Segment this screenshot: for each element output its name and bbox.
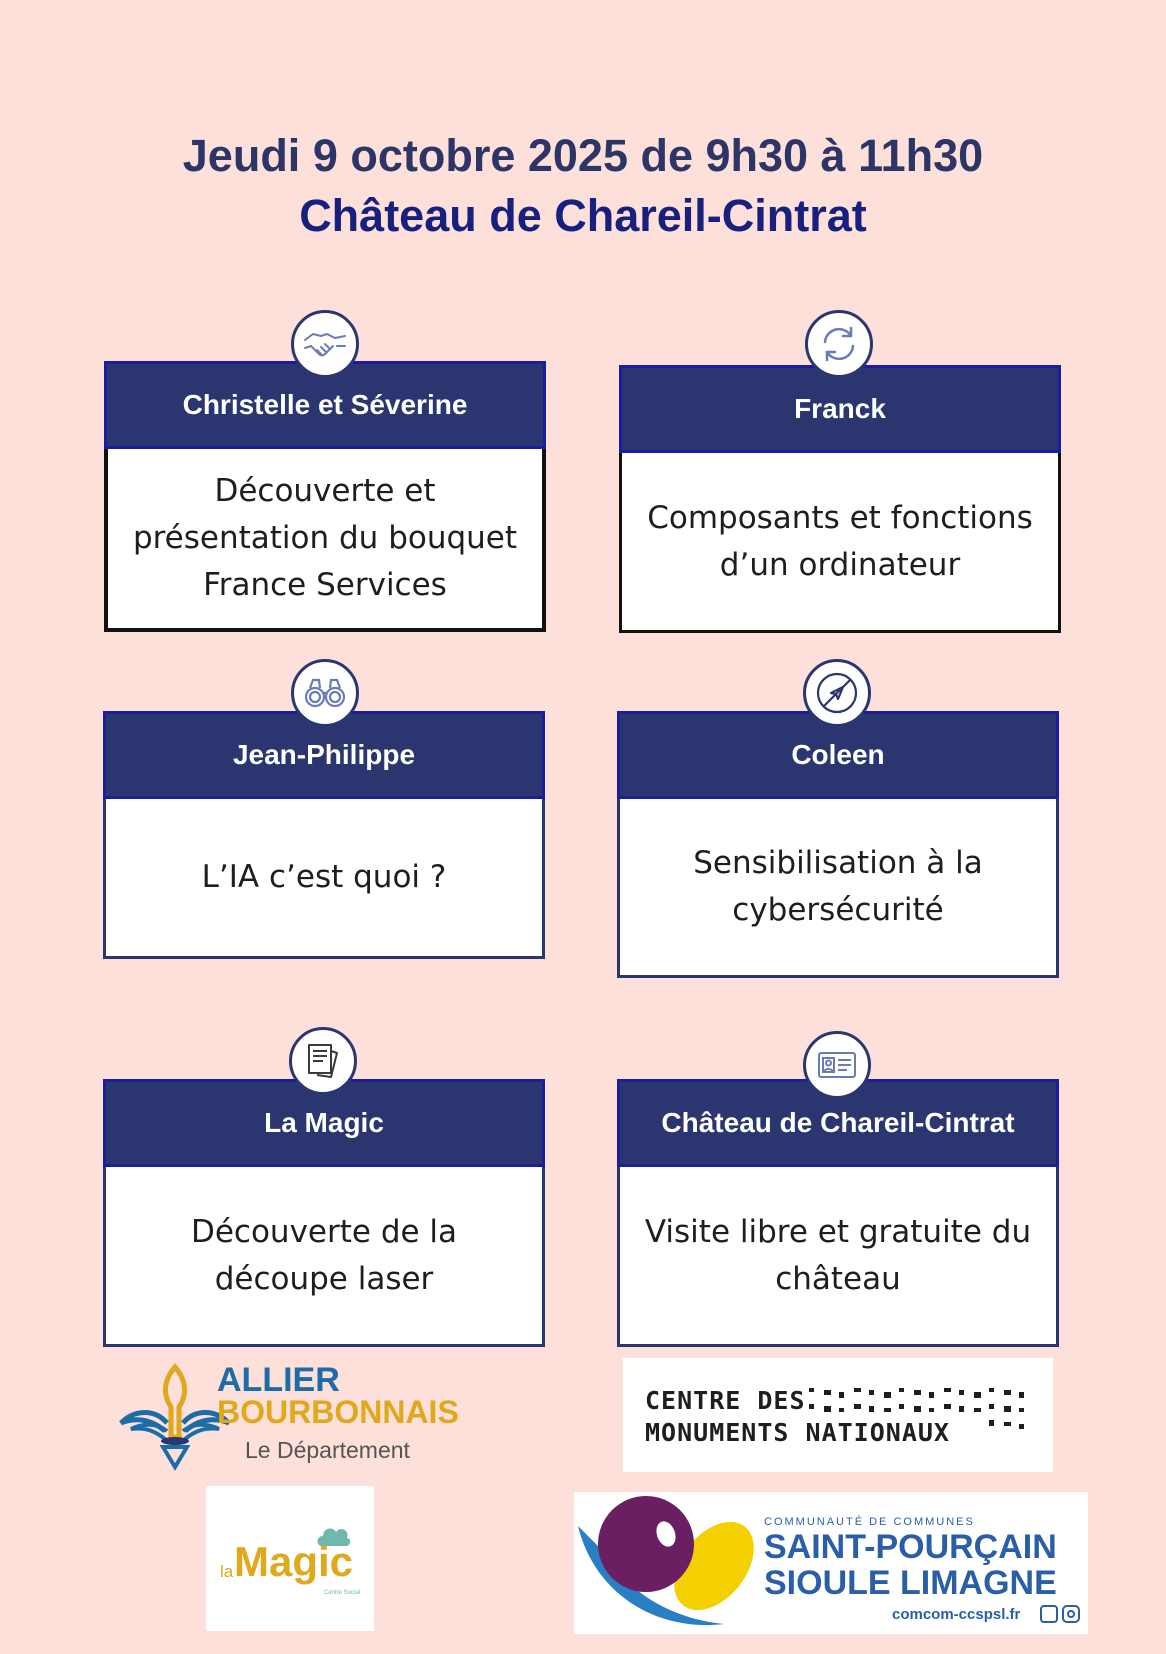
cmn-line1: CENTRE DES <box>645 1386 806 1415</box>
id-card-icon <box>803 1031 871 1099</box>
allier-bourbonnais-logo <box>115 1363 535 1473</box>
comcom-emblem-icon <box>574 1492 764 1634</box>
refresh-icon <box>805 310 873 378</box>
la-magic-prefix: la <box>220 1562 234 1581</box>
card-presenter: Franck <box>619 365 1061 453</box>
event-venue: Château de Chareil-Cintrat <box>299 190 867 241</box>
no-cursor-icon <box>803 659 871 727</box>
card-presenter: Christelle et Séverine <box>104 361 546 449</box>
card-topic: Sensibilisation à la cybersécurité <box>617 799 1059 978</box>
la-magic-sub: Centre Social <box>324 1590 361 1596</box>
la-magic-logo <box>206 1486 374 1631</box>
card-topic: Visite libre et gratuite du château <box>617 1167 1059 1347</box>
facebook-icon[interactable] <box>1040 1605 1058 1623</box>
comcom-logo <box>574 1492 1088 1634</box>
event-date-time: Jeudi 9 octobre 2025 de 9h30 à 11h30 <box>182 130 984 181</box>
card-topic: L’IA c’est quoi ? <box>103 799 545 959</box>
card-topic: Composants et fonctions d’un ordinateur <box>619 453 1061 633</box>
comcom-kicker: COMMUNAUTÉ DE COMMUNES <box>764 1516 975 1528</box>
card-presenter: La Magic <box>103 1079 545 1167</box>
binoculars-icon <box>291 659 359 727</box>
card-topic: Découverte et présentation du bouquet France Services <box>104 449 546 632</box>
card-presenter: Jean-Philippe <box>103 711 545 799</box>
card-topic: Découverte de la découpe laser <box>103 1167 545 1347</box>
allier-text: ALLIER <box>217 1361 340 1399</box>
cmn-logo <box>623 1358 1053 1472</box>
documents-icon <box>289 1027 357 1095</box>
comcom-line2: SIOULE LIMAGNE <box>764 1564 1057 1602</box>
instagram-icon[interactable] <box>1062 1605 1080 1623</box>
comcom-url[interactable]: comcom-ccspsl.fr <box>892 1606 1021 1623</box>
la-magic-name: Magic <box>234 1538 354 1585</box>
handshake-icon <box>291 310 359 378</box>
departement-text: Le Département <box>245 1437 410 1463</box>
cmn-line2: MONUMENTS NATIONAUX <box>645 1418 950 1447</box>
card-presenter: Coleen <box>617 711 1059 799</box>
cmn-pattern-icon <box>809 1388 1034 1448</box>
card-presenter: Château de Chareil-Cintrat <box>617 1079 1059 1167</box>
bourbonnais-text: BOURBONNAIS <box>217 1394 459 1430</box>
comcom-line1: SAINT-POURÇAIN <box>764 1528 1057 1566</box>
